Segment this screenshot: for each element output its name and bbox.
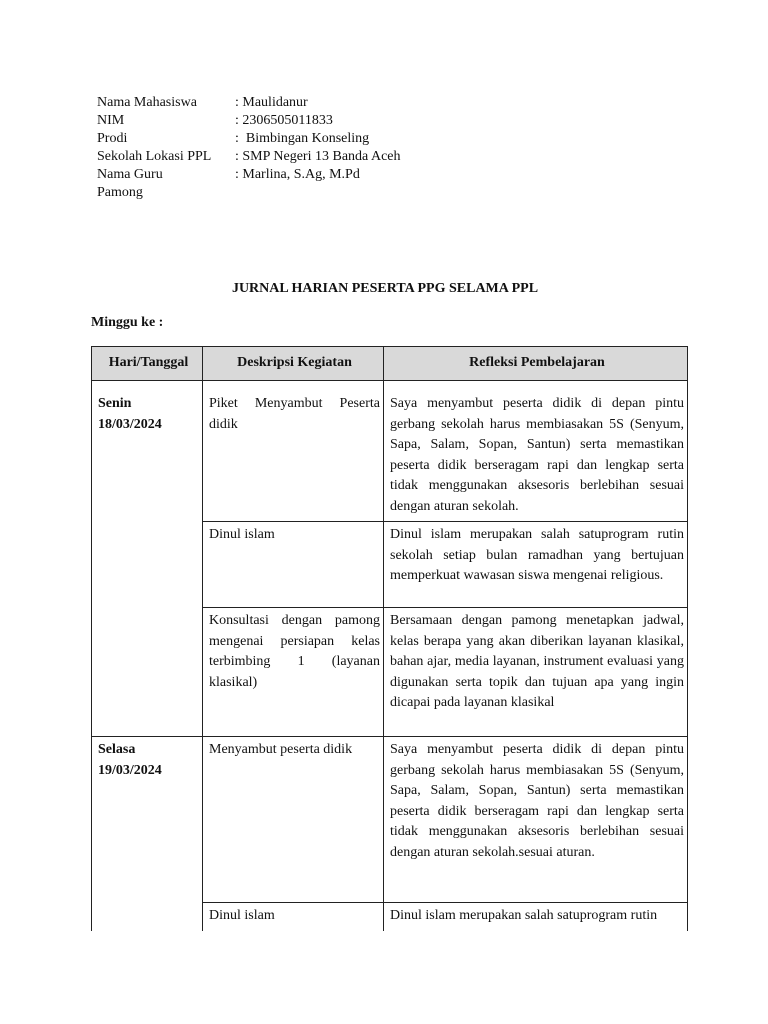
identity-value: : 2306505011833 (235, 113, 333, 128)
journal-table (91, 346, 688, 931)
kegiatan-cell: Dinul islam (203, 522, 384, 608)
day-name: Senin (98, 396, 132, 411)
identity-row-nama (97, 94, 401, 112)
identity-row-guru (97, 166, 401, 184)
identity-block (97, 94, 401, 202)
identity-value: : SMP Negeri 13 Banda Aceh (235, 149, 401, 164)
day-date: 18/03/2024 (98, 416, 162, 432)
identity-label: Nama Mahasiswa (97, 95, 197, 110)
identity-row-prodi (97, 130, 401, 148)
day-cell-senin (92, 381, 203, 737)
identity-label: Nama Guru (97, 167, 163, 182)
identity-label: Sekolah Lokasi PPL (97, 149, 212, 164)
day-name: Selasa (98, 742, 136, 757)
table-header-row (92, 347, 688, 381)
day-date: 19/03/2024 (98, 762, 162, 778)
identity-row-nim (97, 112, 401, 130)
identity-row-pamong (97, 184, 401, 202)
identity-label: Pamong (97, 185, 143, 200)
day-cell-selasa (92, 737, 203, 932)
table-row (92, 381, 688, 522)
refleksi-cell: Dinul islam merupakan salah satuprogram rutin sekolah setiap bulan ramadhan yang bertujuan memperkuat wawasan siswa mengenai religious. (384, 522, 688, 608)
kegiatan-cell: Dinul islam (203, 903, 384, 932)
refleksi-cell: Saya menyambut peserta didik di depan pintu gerbang sekolah harus membiasakan 5S (Senyum, Sapa, Salam, Sopan, Santun) serta memastikan peserta didik berseragam rapi dan lengkap serta tidak menggunakan aksesoris berlebihan sesuai dengan aturan sekolah.sesuai aturan. (384, 737, 688, 903)
identity-label: Prodi (97, 131, 128, 146)
refleksi-cell: Dinul islam merupakan salah satuprogram rutin (384, 903, 688, 932)
header-hari-tanggal: Hari/Tanggal (92, 347, 203, 381)
document-title: JURNAL HARIAN PESERTA PPG SELAMA PPL (231, 281, 539, 296)
identity-value: : Marlina, S.Ag, M.Pd (235, 167, 360, 182)
kegiatan-cell: Menyambut peserta didik (203, 737, 384, 903)
identity-row-sekolah (97, 148, 401, 166)
refleksi-cell: Bersamaan dengan pamong menetapkan jadwal, kelas berapa yang akan diberikan layanan klasikal, bahan ajar, media layanan, instrument evaluasi yang digunakan serta topik dan tujuan apa yang ingin dicapai pada layanan klasikal (384, 608, 688, 737)
kegiatan-cell: Konsultasi dengan pamong mengenai persiapan kelas terbimbing 1 (layanan klasikal) (203, 608, 384, 737)
identity-label: NIM (97, 113, 125, 128)
identity-value: : Bimbingan Konseling (235, 131, 370, 146)
kegiatan-cell: Piket Menyambut Peserta didik (203, 381, 384, 522)
header-refleksi-pembelajaran: Refleksi Pembelajaran (384, 347, 688, 381)
week-label: Minggu ke : (91, 315, 164, 330)
table-row (92, 737, 688, 903)
header-deskripsi-kegiatan: Deskripsi Kegiatan (203, 347, 384, 381)
refleksi-cell: Saya menyambut peserta didik di depan pintu gerbang sekolah harus membiasakan 5S (Senyum, Sapa, Salam, Sopan, Santun) serta memastikan peserta didik berseragam rapi dan lengkap serta tidak menggunakan aksesoris berlebihan sesuai dengan aturan sekolah. (384, 381, 688, 522)
identity-value: : Maulidanur (235, 95, 308, 110)
